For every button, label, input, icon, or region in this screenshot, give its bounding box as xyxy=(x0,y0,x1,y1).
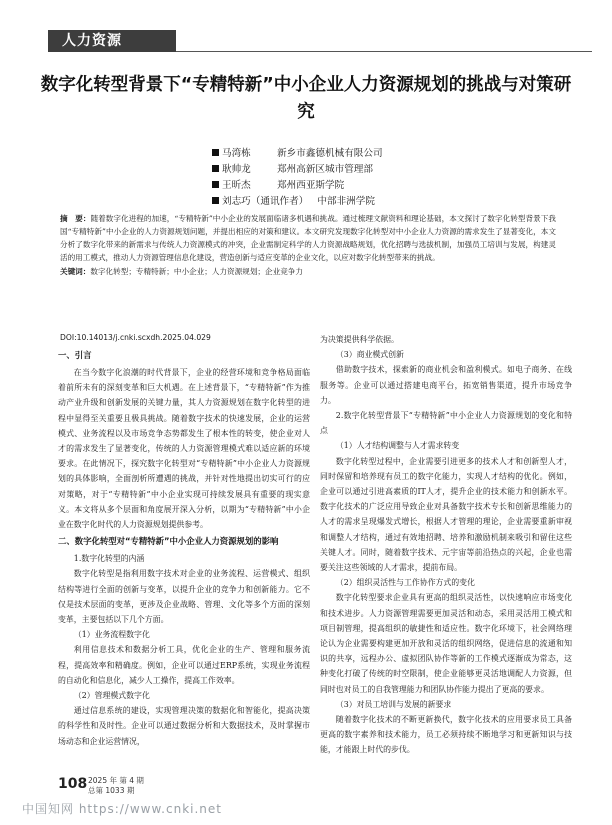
author-entry xyxy=(212,146,572,162)
paragraph: 数字化转型过程中，企业需要引进更多的技术人才和创新型人才，同时保留和培养现有员工的数字化能力，实现人才结构的优化。例如，企业可以通过引进高素质的IT人才，提升企业的技术能力和创新水平。数字化技术的广泛应用导致企业对具备数字技术专长和创新思维能力的人才的需求呈现爆发式增长，根据人才管理的理论，企业需要重新审视和调整人才结构，通过有效地招聘、培养和激励机制来吸引和留住这些关键人才。同时，随着数字技术、元宇宙等前沿热点的兴起，企业也需要关注这些领域的人才需求，提前布局。 xyxy=(320,456,572,573)
paragraph: 为决策提供科学依据。 xyxy=(320,335,399,344)
abstract-text: 随着数字化进程的加速，“专精特新”中小企业的发展面临诸多机遇和挑战。通过梳理文献资料和理论基础，本文探讨了数字化转型背景下我国“专精特新”中小企业的人力资源规划问题，并提出相应的对策和建议。本文研究发现数字化转型对中小企业人力资源的需求发生了显著变化，本文分析了数字化带来的新需求与传统人力资源模式的冲突，企业需制定科学的人力资源战略规划，优化招聘与选拔机制，加强员工培训与发展，构建灵活的用工模式，推动人力资源管理信息化建设，营造创新与适应变革的企业文化，以应对数字化转型带来的挑战。 xyxy=(60,214,556,262)
author-affiliation: 中部非洲学院 xyxy=(317,196,375,207)
bullet-square-icon xyxy=(212,149,219,156)
bullet-square-icon xyxy=(212,165,219,172)
issue-total-line: 总第 1033 期 xyxy=(88,786,135,795)
subsection-heading: （3）对员工培训与发展的新要求 xyxy=(335,699,452,709)
paragraph: 通过信息系统的建设，实现管理决策的数据化和智能化，提高决策的科学性和及时性。企业可以通过数据分析和大数据技术，及时掌握市场动态和企业运营情况， xyxy=(58,706,310,746)
issue-line: 2025 年 第 4 期 xyxy=(88,776,144,785)
subsection-heading: （3）商业模式创新 xyxy=(335,350,404,360)
author-affiliation: 新乡市鑫德机械有限公司 xyxy=(277,148,383,159)
issue-info xyxy=(88,776,144,796)
author-name: 马湾栋 xyxy=(222,148,251,159)
left-column xyxy=(58,346,310,749)
subsection-heading: （2）管理模式数字化 xyxy=(73,691,150,701)
section-heading: 二、数字化转型对“专精特新”中小企业人力资源规划的影响 xyxy=(58,536,279,547)
paragraph: 利用信息技术和数据分析工具，优化企业的生产、管理和服务流程，提高效率和精确度。例如，企业可以通过ERP系统，实现业务流程的自动化和信息化，减少人工操作，提高工作效率。 xyxy=(58,645,310,685)
abstract-label: 摘 要： xyxy=(60,214,91,223)
paragraph: 随着数字化技术的不断更新换代，数字化技术的应用要求员工具备更高的数字素养和技术能力，员工必须持续不断地学习和更新知识与技能，才能跟上时代的步伐。 xyxy=(320,715,572,755)
author-name: 刘志巧（通讯作者） xyxy=(222,196,309,207)
subsection-heading: （2）组织灵活性与工作协作方式的变化 xyxy=(335,578,475,588)
paragraph: 借助数字技术，探索新的商业机会和盈利模式。如电子商务、在线服务等。企业可以通过搭建电商平台，拓宽销售渠道，提升市场竞争力。 xyxy=(320,365,572,405)
header-rule xyxy=(176,51,592,52)
author-entry xyxy=(212,194,572,210)
author-affiliation: 郑州高新区城市管理部 xyxy=(277,164,373,175)
section-heading: 一、引言 xyxy=(58,350,92,360)
keywords-label: 关键词： xyxy=(60,267,91,276)
paragraph: 在当今数字化浪潮的时代背景下，企业的经营环境和竞争格局面临着前所未有的深刻变革和巨大机遇。在上述背景下，“专精特新”作为推动产业升级和创新发展的关键力量，其人力资源规划在数字化转型的进程中显得至关重要且极具挑战。随着数字技术的快速发展，企业的运营模式、业务流程以及市场竞争态势都发生了根本性的转变，使企业对人才的需求发生了显著变化，传统的人力资源管理模式难以适应新的环境要求。在此情况下，探究数字化转型对“专精特新”中小企业人力资源规划的具体影响，全面剖析所遭遇的挑战，并针对性地提出切实可行的应对策略，对于“专精特新”中小企业实现可持续发展具有重要的现实意义。本文将从多个层面和角度展开深入分析，以期为“专精特新”中小企业在数字化时代的人力资源规划提供参考。 xyxy=(58,368,310,530)
doi: DOI:10.14013/j.cnki.scxdh.2025.04.029 xyxy=(60,333,211,342)
author-list xyxy=(212,146,572,210)
author-entry xyxy=(212,178,572,194)
article-title: 数字化转型背景下“专精特新”中小企业人力资源规划的挑战与对策研究 xyxy=(40,75,572,122)
subsection-heading: （1）人才结构调整与人才需求转变 xyxy=(335,441,460,451)
author-entry xyxy=(212,162,572,178)
subsection-heading: 2.数字化转型背景下“专精特新”中小企业人力资源规划的变化和特点 xyxy=(320,411,572,436)
keywords-text: 数字化转型；专精特新；中小企业；人力资源规划；企业竞争力 xyxy=(90,267,303,276)
paragraph: 数字化转型要求企业具有更高的组织灵活性，以快速响应市场变化和技术进步。人力资源管理需要更加灵活和动态，采用灵活用工模式和项目制管理，提高组织的敏捷性和适应性。数字化环境下，社会网络理论认为企业需要构建更加开放和灵活的组织网络，促进信息的流通和知识的共享，远程办公、虚拟团队协作等新的工作模式逐渐成为常态，这种变化打破了传统的时空限制，使企业能够更灵活地调配人力资源，但同时也对员工的自我管理能力和团队协作能力提出了更高的要求。 xyxy=(320,593,572,694)
author-name: 王昕杰 xyxy=(222,180,251,191)
author-affiliation: 郑州西亚斯学院 xyxy=(277,180,345,191)
section-tag: 人力资源 xyxy=(48,30,176,52)
paragraph: 数字化转型是指利用数字技术对企业的业务流程、运营模式、组织结构等进行全面的创新与变革，以提升企业的竞争力和创新能力。它不仅是技术层面的变革，更涉及企业战略、管理、文化等多个方面的深刻变革，主要包括以下几个方面。 xyxy=(58,569,310,625)
subsection-heading: 1.数字化转型的内涵 xyxy=(73,554,145,564)
bullet-square-icon xyxy=(212,181,219,188)
right-column xyxy=(320,332,572,758)
page-number: 108 xyxy=(58,776,88,792)
subsection-heading: （1）业务流程数字化 xyxy=(73,630,150,640)
bullet-square-icon xyxy=(212,197,219,204)
abstract xyxy=(60,212,556,278)
watermark: 中国知网 https://www.cnki.net xyxy=(22,802,222,816)
author-name: 耿帅龙 xyxy=(222,164,251,175)
